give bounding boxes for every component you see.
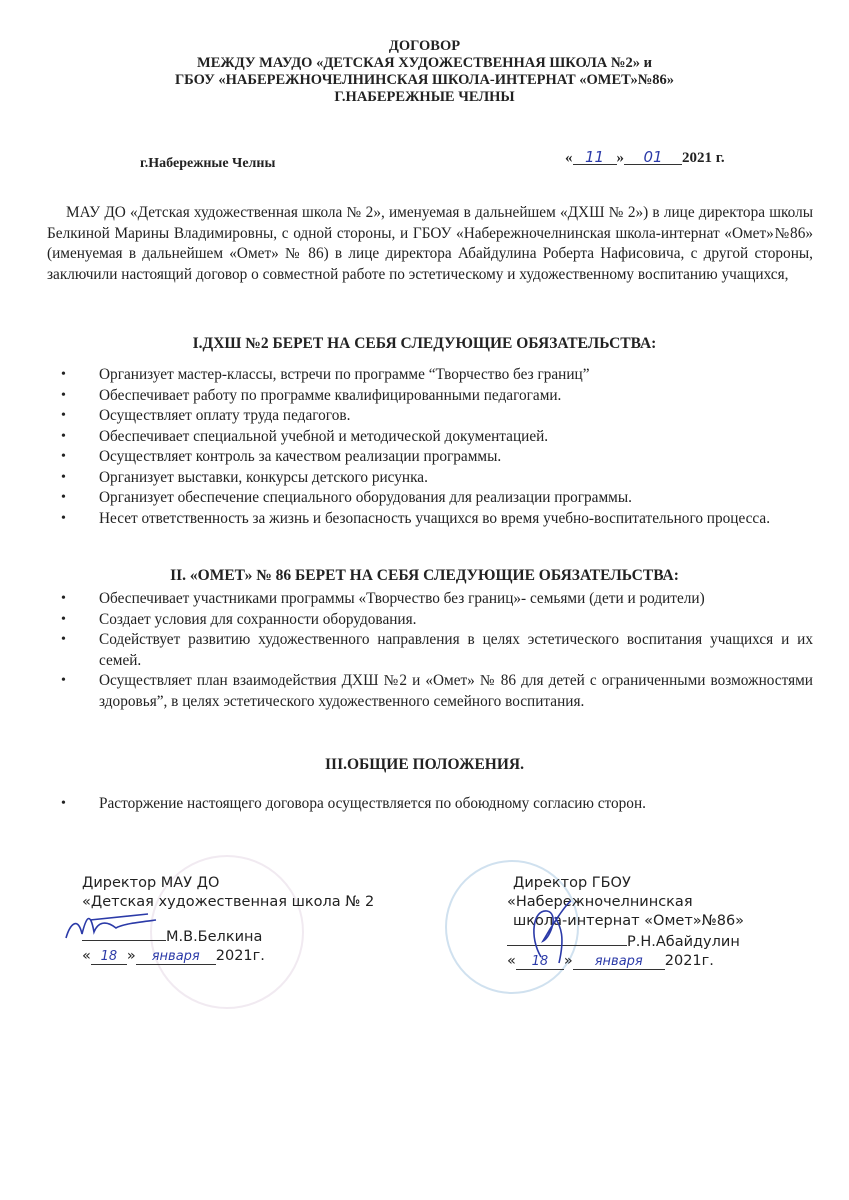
signatory-right-name: Р.Н.Абайдулин [627, 934, 740, 950]
signature-scribble-icon [521, 897, 581, 967]
list-item: • Осуществляет план взаимодействия ДХШ №2 и «Омет» № 86 для детей с ограниченными возможностями здоровья”, в целях эстетического художественного семейного воспитания. [61, 672, 813, 710]
signatory-left-title: Директор МАУ ДО [82, 875, 220, 891]
section-1-heading: I.ДХШ №2 БЕРЕТ НА СЕБЯ СЛЕДУЮЩИЕ ОБЯЗАТЕЛЬСТВА: [192, 335, 657, 352]
bullet-icon: • [61, 449, 66, 464]
section-3-heading: III.ОБЩИЕ ПОЛОЖЕНИЯ. [325, 756, 524, 773]
signature-scribble-icon [60, 904, 170, 944]
section-1-list [47, 365, 813, 529]
signatory-left-sign-line [82, 926, 374, 947]
signatory-right-org-1: «Набережночелнинская [507, 894, 693, 910]
bullet-icon: • [61, 387, 66, 403]
contract-date [565, 150, 725, 167]
sign-month-left: января [136, 950, 216, 965]
date-year: 2021 г. [682, 150, 725, 166]
title-line-1: ДОГОВОР [388, 38, 461, 54]
date-open-quote: « [565, 150, 573, 166]
signatory-left-name: М.В.Белкина [166, 929, 263, 945]
date-day: 11 [573, 150, 617, 165]
signatory-left-date: « 18 » января 2021г. [82, 948, 265, 964]
bullet-icon: • [61, 469, 66, 485]
bullet-icon: • [61, 591, 66, 606]
bullet-icon: • [61, 632, 66, 647]
list-item: • Содействует развитию художественного направления в целях эстетического воспитания учащихся и их семей. [61, 631, 813, 669]
bullet-icon: • [61, 367, 66, 382]
date-month: 01 [624, 150, 682, 165]
section-2-heading: II. «ОМЕТ» № 86 БЕРЕТ НА СЕБЯ СЛЕДУЮЩИЕ ОБЯЗАТЕЛЬСТВА: [170, 567, 679, 584]
title-line-3: ГБОУ «НАБЕРЕЖНОЧЕЛНИНСКАЯ ШКОЛА-ИНТЕРНАТ «ОМЕТ»№86» [174, 72, 675, 88]
section-3-list [47, 794, 813, 815]
signature-line [82, 926, 166, 941]
list-item: • Осуществляет контроль за качеством реализации программы. [47, 447, 813, 468]
list-item: • Расторжение настоящего договора осуществляется по обоюдному согласию сторон. [47, 794, 813, 815]
signature-left [82, 874, 374, 966]
list-item: • Осуществляет оплату труда педагогов. [47, 406, 813, 427]
list-item: • Организует выставки, конкурсы детского рисунка. [47, 468, 813, 489]
title-line-4: Г.НАБЕРЕЖНЫЕ ЧЕЛНЫ [334, 89, 515, 105]
section-2-list [47, 589, 813, 712]
signatory-right-date: « 18 » января 2021г. [507, 953, 714, 969]
bullet-icon: • [61, 490, 66, 505]
signature-line [507, 931, 627, 946]
bullet-icon: • [61, 673, 66, 688]
city-label: г.Набережные Челны [140, 156, 276, 171]
sign-day-left: 18 [91, 950, 127, 965]
list-item: • Обеспечивает специальной учебной и методической документацией. [47, 427, 813, 448]
bullet-icon: • [61, 510, 66, 526]
list-item: • Несет ответственность за жизнь и безопасность учащихся во время учебно-воспитательного процесса. [47, 509, 813, 530]
signature-right [507, 874, 744, 971]
date-close-quote: » [616, 150, 624, 166]
list-item: • Организует обеспечение специального оборудования для реализации программы. [47, 488, 813, 509]
list-item: • Создает условия для сохранности оборудования. [47, 610, 813, 631]
sign-month-right: января [573, 955, 665, 970]
document-title [0, 38, 849, 106]
bullet-icon: • [61, 796, 66, 811]
intro-paragraph: МАУ ДО «Детская художественная школа № 2», именуемая в дальнейшем «ДХШ № 2») в лице директора школы Белкиной Марины Владимировны, с одной стороны, и ГБОУ «Набережночелнинская школа-интернат «Омет»№86» (именуемая в дальнейшем «Омет» № 86) в лице директора Абайдулина Роберта Нафисовича, с другой стороны, заключили настоящий договор о совместной работе по эстетическому и художественному воспитанию учащихся, [47, 204, 813, 283]
signatory-right-org-2: школа-интернат «Омет»№86» [513, 913, 745, 929]
bullet-icon: • [61, 611, 66, 627]
bullet-icon: • [61, 428, 66, 444]
list-item: • Обеспечивает участниками программы «Творчество без границ»- семьями (дети и родители) [47, 589, 813, 610]
list-item: • Организует мастер-классы, встречи по программе “Творчество без границ” [47, 365, 813, 386]
bullet-icon: • [61, 408, 66, 423]
signatory-left-org: «Детская художественная школа № 2 [82, 894, 375, 910]
list-item: • Обеспечивает работу по программе квалифицированными педагогами. [47, 386, 813, 407]
signatory-right-title: Директор ГБОУ [513, 875, 631, 891]
sign-day-right: 18 [516, 955, 564, 970]
title-line-2: МЕЖДУ МАУДО «ДЕТСКАЯ ХУДОЖЕСТВЕННАЯ ШКОЛА №2» и [197, 55, 652, 71]
signatory-right-sign-line [507, 931, 744, 952]
